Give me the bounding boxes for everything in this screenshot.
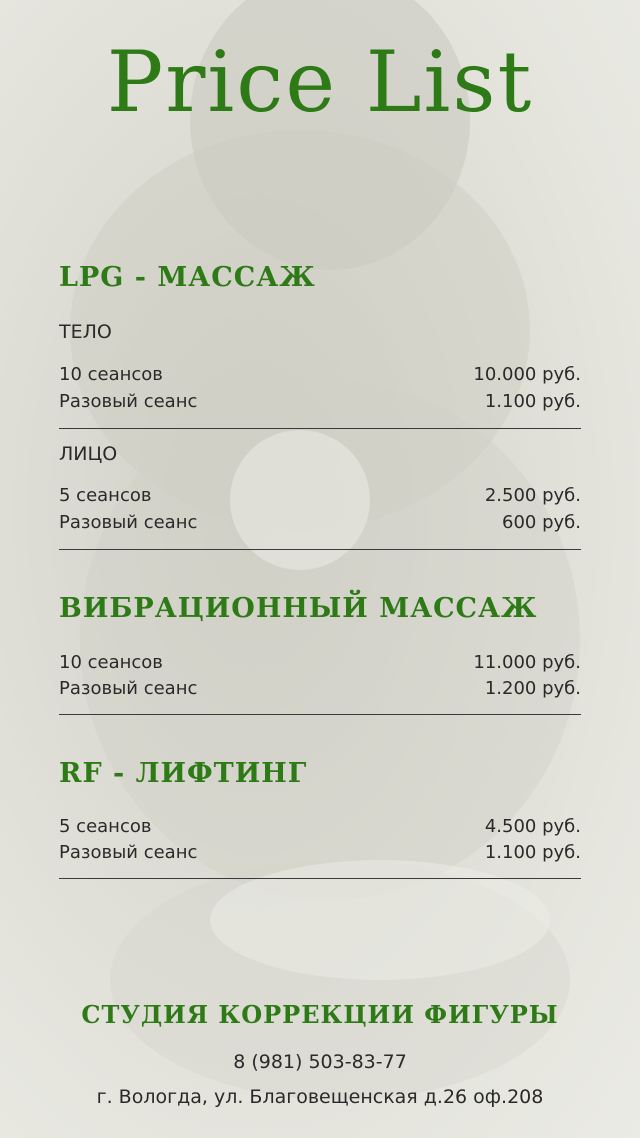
price-row bbox=[59, 844, 581, 862]
service-price: 2.500 руб. bbox=[484, 485, 581, 506]
service-price: 1.100 руб. bbox=[484, 391, 581, 412]
price-row bbox=[59, 654, 581, 672]
service-label: Разовый сеанс bbox=[59, 842, 198, 863]
service-label: 5 сеансов bbox=[59, 816, 152, 837]
service-label: Разовый сеанс bbox=[59, 678, 198, 699]
page-title: Price List bbox=[106, 33, 534, 131]
price-row bbox=[59, 680, 581, 698]
group-subtitle-face: ЛИЦО bbox=[59, 443, 118, 465]
service-price: 1.200 руб. bbox=[484, 678, 581, 699]
service-price: 600 руб. bbox=[502, 512, 581, 533]
service-label: Разовый сеанс bbox=[59, 512, 198, 533]
service-label: Разовый сеанс bbox=[59, 391, 198, 412]
price-row bbox=[59, 514, 581, 532]
service-price: 1.100 руб. bbox=[484, 842, 581, 863]
studio-name: СТУДИЯ КОРРЕКЦИИ ФИГУРЫ bbox=[81, 1000, 559, 1029]
address: г. Вологда, ул. Благовещенская д.26 оф.208 bbox=[96, 1086, 544, 1108]
price-row bbox=[59, 393, 581, 411]
divider bbox=[59, 878, 581, 879]
service-label: 5 сеансов bbox=[59, 485, 152, 506]
service-label: 10 сеансов bbox=[59, 652, 163, 673]
service-price: 4.500 руб. bbox=[484, 816, 581, 837]
price-row bbox=[59, 818, 581, 836]
divider bbox=[59, 549, 581, 550]
divider bbox=[59, 428, 581, 429]
service-price: 10.000 руб. bbox=[473, 364, 581, 385]
group-subtitle-body: ТЕЛО bbox=[59, 321, 112, 343]
divider bbox=[59, 714, 581, 715]
price-row bbox=[59, 366, 581, 384]
phone-number: 8 (981) 503-83-77 bbox=[233, 1051, 407, 1073]
service-price: 11.000 руб. bbox=[473, 652, 581, 673]
price-row bbox=[59, 487, 581, 505]
service-label: 10 сеансов bbox=[59, 364, 163, 385]
section-title-lpg: LPG - МАССАЖ bbox=[59, 262, 316, 293]
section-title-vibration: ВИБРАЦИОННЫЙ МАССАЖ bbox=[59, 593, 538, 624]
section-title-rf: RF - ЛИФТИНГ bbox=[59, 758, 308, 789]
